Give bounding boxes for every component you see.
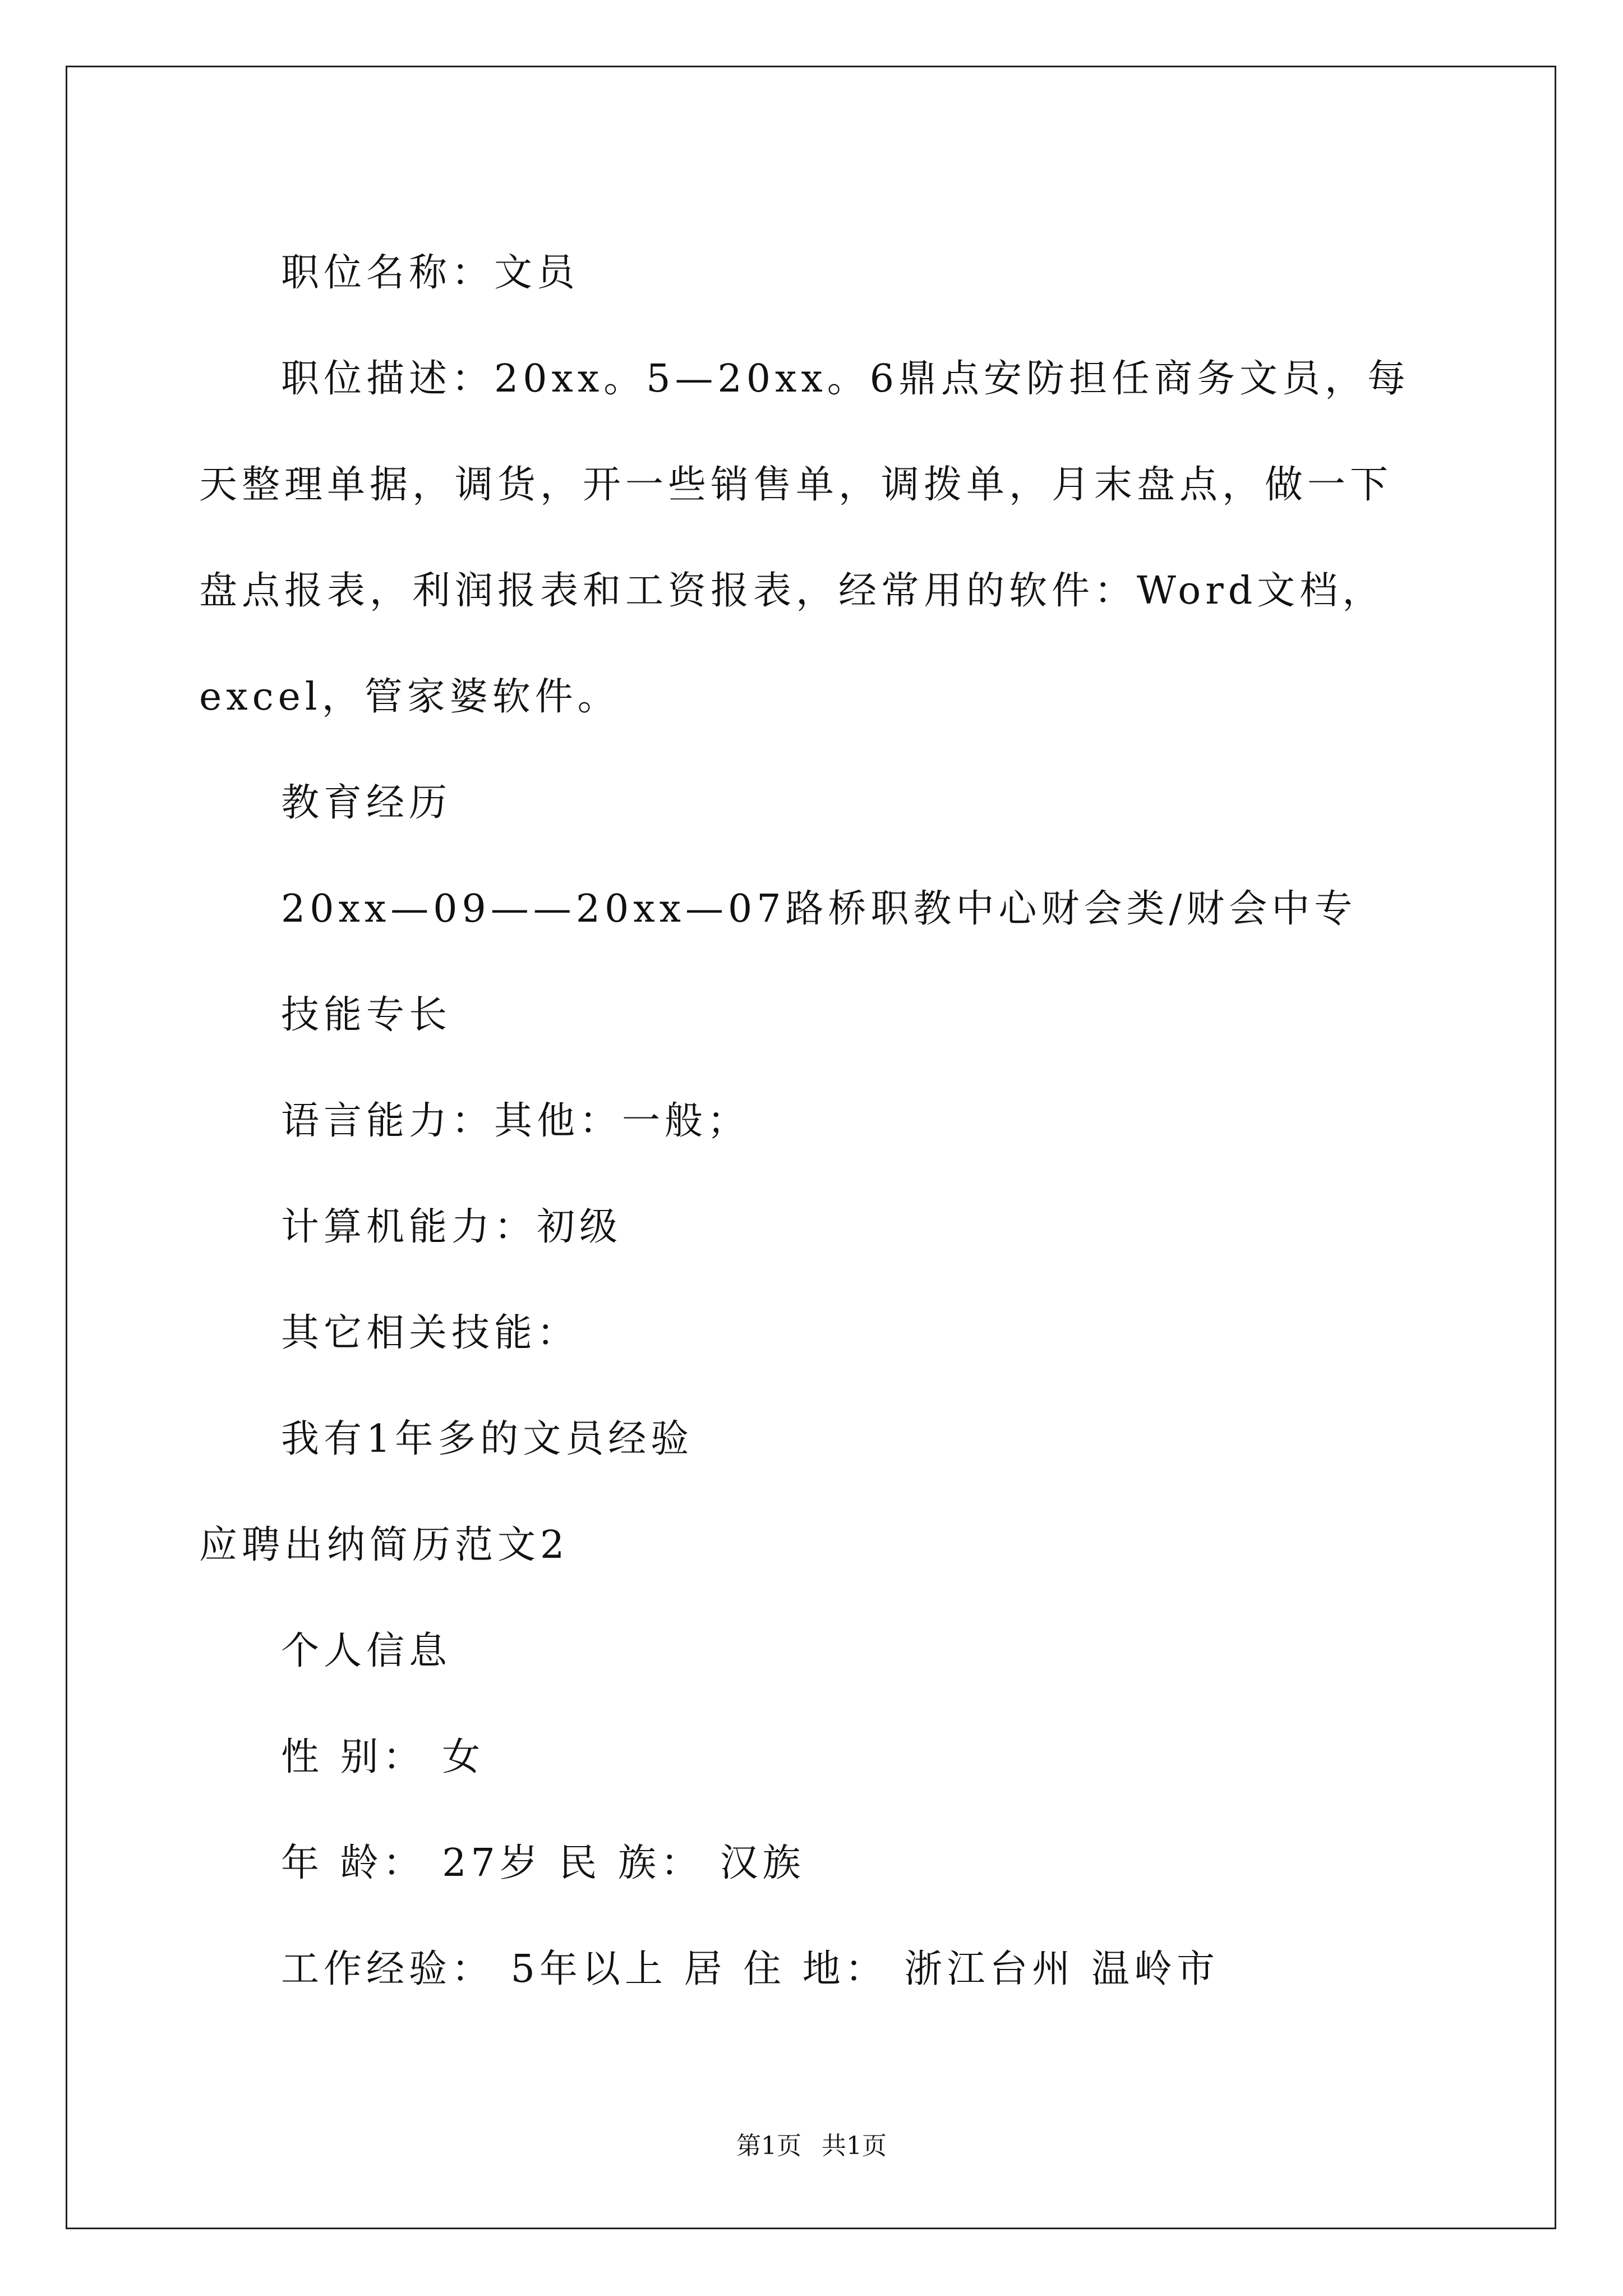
experience-line: 我有1年多的文员经验	[281, 1417, 694, 1461]
job-description-paragraph: 职位描述：20xx。5—20xx。6鼎点安防担任商务文员，每天整理单据，调货，开一些销售单，调拨单，月末盘点，做一下盘点报表，利润报表和工资报表，经常用的软件：Word文档，excel，管家婆软件。	[199, 357, 1410, 719]
age-ethnicity-line: 年 龄： 27岁 民 族： 汉族	[281, 1841, 805, 1885]
job-title-line: 职位名称：文员	[281, 251, 580, 295]
work-residence-line: 工作经验： 5年以上 居 住 地： 浙江台州 温岭市	[281, 1947, 1219, 1991]
other-skills-line: 其它相关技能：	[281, 1311, 580, 1355]
page-number: 第1页	[736, 2132, 801, 2160]
education-heading: 教育经历	[281, 781, 452, 825]
gender-line: 性 别： 女	[281, 1735, 485, 1779]
education-entry: 20xx—09——20xx—07路桥职教中心财会类/财会中专	[281, 887, 1357, 931]
skills-heading: 技能专长	[281, 993, 452, 1037]
language-skill-line: 语言能力：其他：一般；	[281, 1099, 750, 1143]
section-title: 应聘出纳简历范文2	[199, 1523, 569, 1567]
personal-info-heading: 个人信息	[281, 1629, 452, 1673]
page-footer	[0, 2129, 1623, 2163]
total-pages: 共1页	[822, 2132, 887, 2160]
computer-skill-line: 计算机能力：初级	[281, 1205, 623, 1249]
document-body	[199, 220, 1427, 2022]
